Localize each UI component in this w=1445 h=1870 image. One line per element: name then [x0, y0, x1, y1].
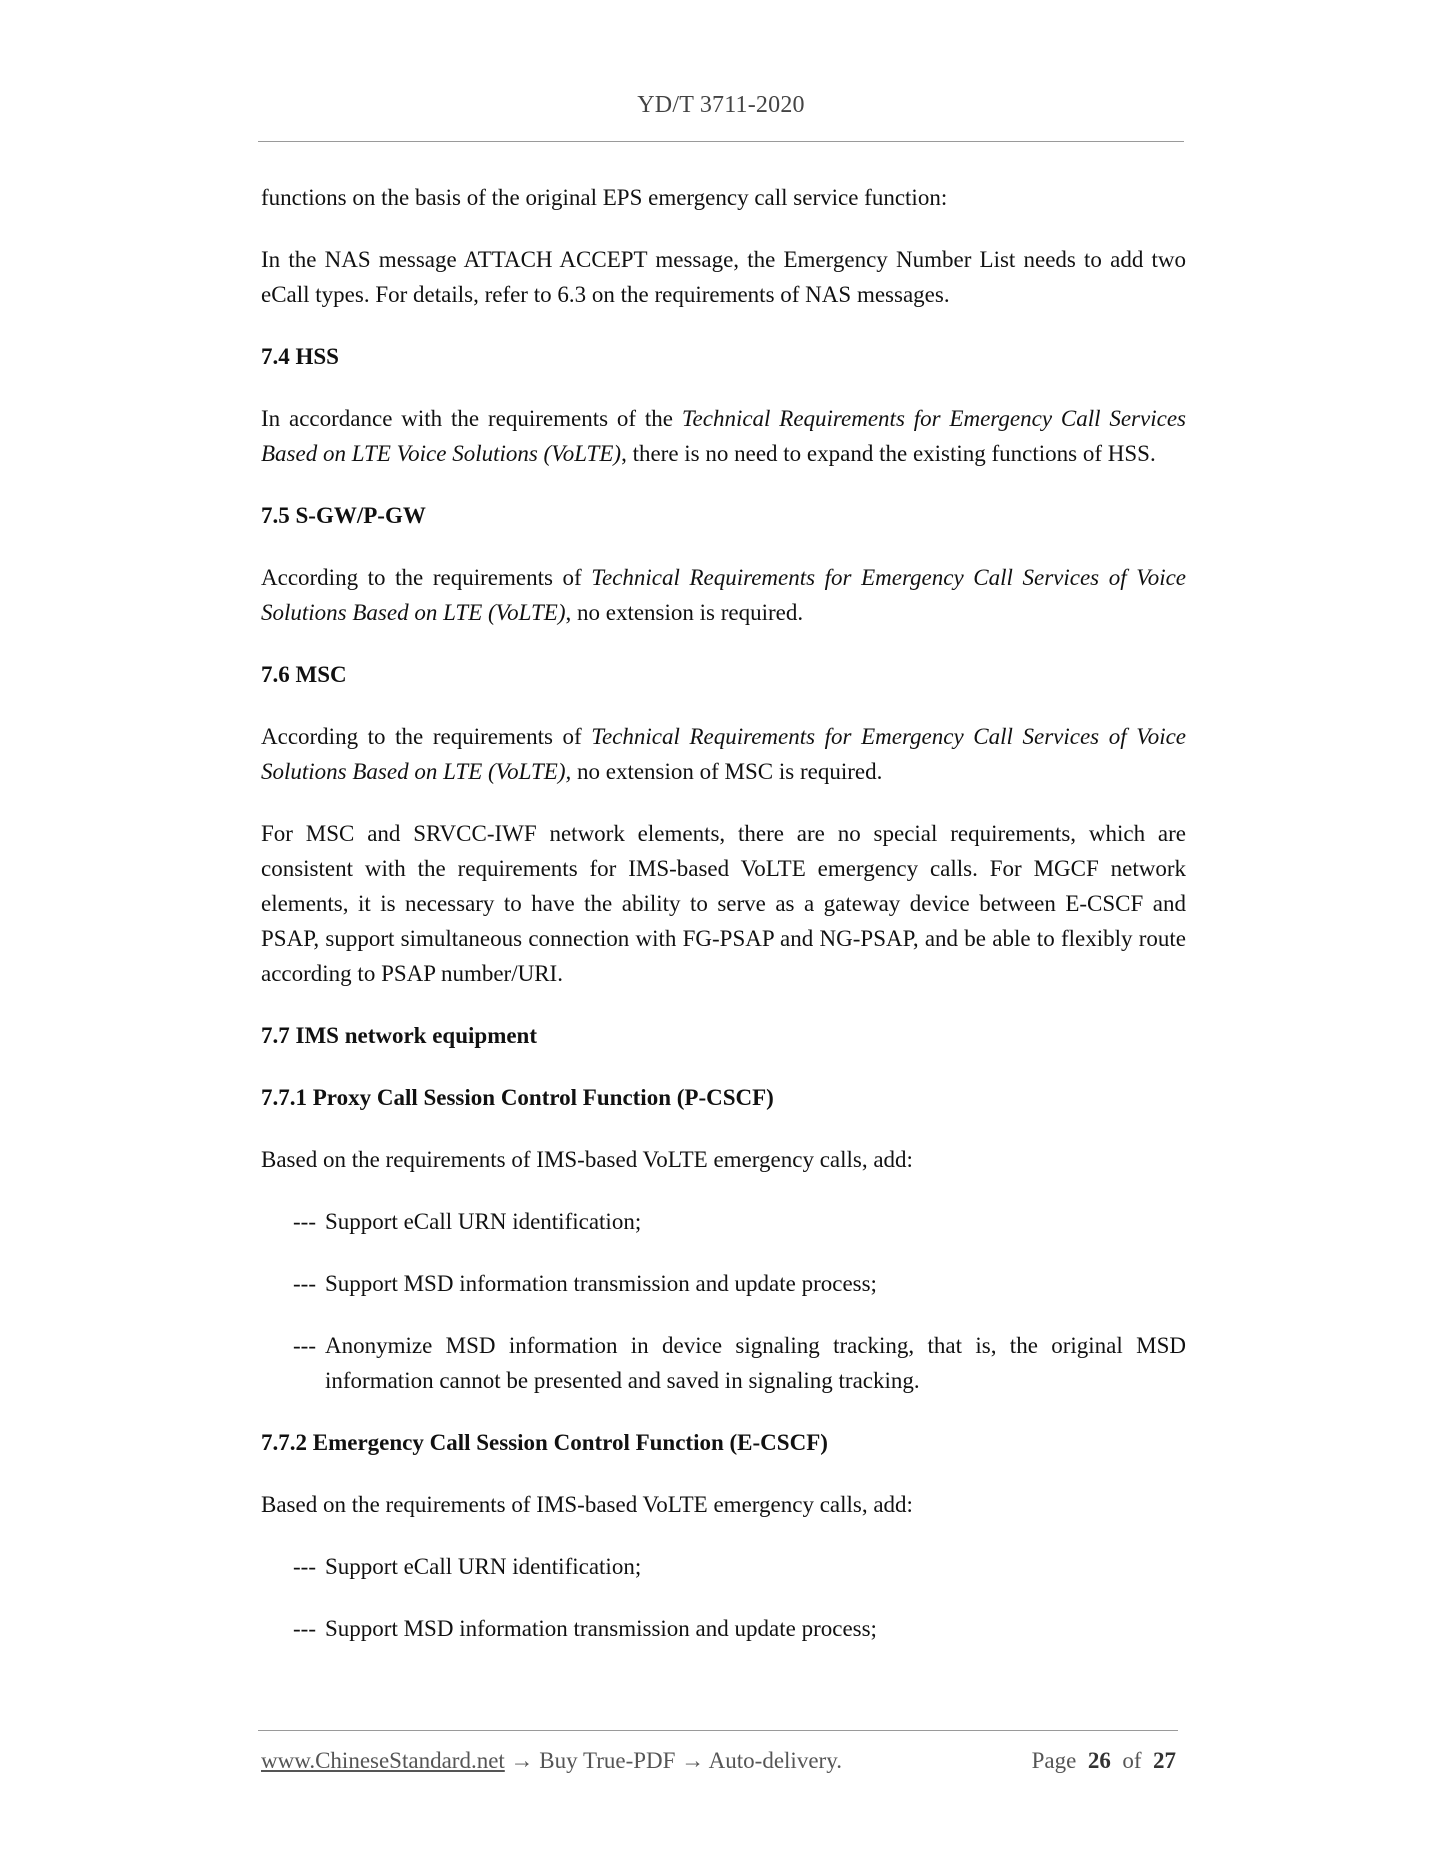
section-heading-7-7-2: 7.7.2 Emergency Call Session Control Function (E-CSCF) [261, 1430, 828, 1455]
paragraph: In the NAS message ATTACH ACCEPT message, the Emergency Number List needs to add two eCall types. For details, refer to 6.3 on the requirements of NAS messages. [261, 247, 1186, 307]
list-item [293, 1266, 1186, 1301]
header-divider [258, 141, 1184, 142]
paragraph [261, 401, 1186, 471]
footer-divider [258, 1730, 1178, 1731]
reference-title: Technical Requirements for Emergency Call Services of Voice Solutions Based on LTE (VoLTE), [261, 724, 1186, 784]
arrow-right-icon: → [681, 1748, 705, 1773]
text: According to the requirements of [261, 565, 592, 590]
delivery-text: Auto-delivery. [708, 1748, 842, 1773]
document-header: YD/T 3711-2020 [637, 92, 805, 118]
list-dash: --- [293, 1209, 316, 1234]
total-pages: 27 [1153, 1748, 1176, 1773]
website-link[interactable]: www.ChineseStandard.net [261, 1748, 505, 1773]
list-item-text: Support eCall URN identification; [325, 1554, 642, 1579]
document-body [261, 180, 1186, 1673]
of-label: of [1122, 1748, 1142, 1773]
page-number [1032, 1748, 1176, 1774]
section-heading-7-7: 7.7 IMS network equipment [261, 1023, 538, 1048]
list-item-text: Support MSD information transmission and update process; [325, 1616, 877, 1641]
list-item-text: Anonymize MSD information in device signaling tracking, that is, the original MSD information cannot be presented and saved in signaling tracking. [325, 1333, 1186, 1393]
page-label: Page [1031, 1748, 1077, 1773]
paragraph: Based on the requirements of IMS-based VoLTE emergency calls, add: [261, 1147, 913, 1172]
text: , no extension is required. [565, 600, 804, 625]
paragraph [261, 560, 1186, 630]
list-dash: --- [293, 1616, 316, 1641]
arrow-right-icon: → [510, 1748, 534, 1773]
paragraph [261, 719, 1186, 789]
list-dash: --- [293, 1554, 316, 1579]
section-heading-7-5: 7.5 S-GW/P-GW [261, 503, 426, 528]
reference-title: Technical Requirements for Emergency Call Services of Voice Solutions Based on LTE (VoLTE) [261, 565, 1186, 625]
list-item [293, 1549, 1186, 1584]
text: , there is no need to expand the existing functions of HSS. [621, 441, 1156, 466]
current-page: 26 [1087, 1748, 1111, 1773]
list-dash: --- [293, 1333, 316, 1358]
section-heading-7-4: 7.4 HSS [261, 344, 339, 369]
list-item [293, 1328, 1186, 1398]
list-item [293, 1611, 1186, 1646]
list-item-text: Support MSD information transmission and update process; [325, 1271, 877, 1296]
text: In accordance with the requirements of the [261, 406, 682, 431]
section-heading-7-6: 7.6 MSC [261, 662, 347, 687]
paragraph: For MSC and SRVCC-IWF network elements, there are no special requirements, which are consistent with the requirements for IMS-based VoLTE emergency calls. For MGCF network elements, it is necessary to have the ability to serve as a gateway device between E-CSCF and PSAP, support simultaneous connection with FG-PSAP and NG-PSAP, and be able to flexibly route according to PSAP number/URI. [261, 821, 1186, 986]
footer-promo [261, 1748, 842, 1774]
reference-title: Technical Requirements for Emergency Call Services Based on LTE Voice Solutions (VoLTE) [261, 406, 1186, 466]
text: no extension of MSC is required. [571, 759, 883, 784]
section-heading-7-7-1: 7.7.1 Proxy Call Session Control Function (P-CSCF) [261, 1085, 774, 1110]
buy-pdf-text: Buy True-PDF [539, 1748, 676, 1773]
paragraph: functions on the basis of the original EPS emergency call service function: [261, 185, 948, 210]
list-dash: --- [293, 1271, 316, 1296]
text: According to the requirements of [261, 724, 592, 749]
list-item-text: Support eCall URN identification; [325, 1209, 642, 1234]
paragraph: Based on the requirements of IMS-based VoLTE emergency calls, add: [261, 1492, 913, 1517]
list-item [293, 1204, 1186, 1239]
